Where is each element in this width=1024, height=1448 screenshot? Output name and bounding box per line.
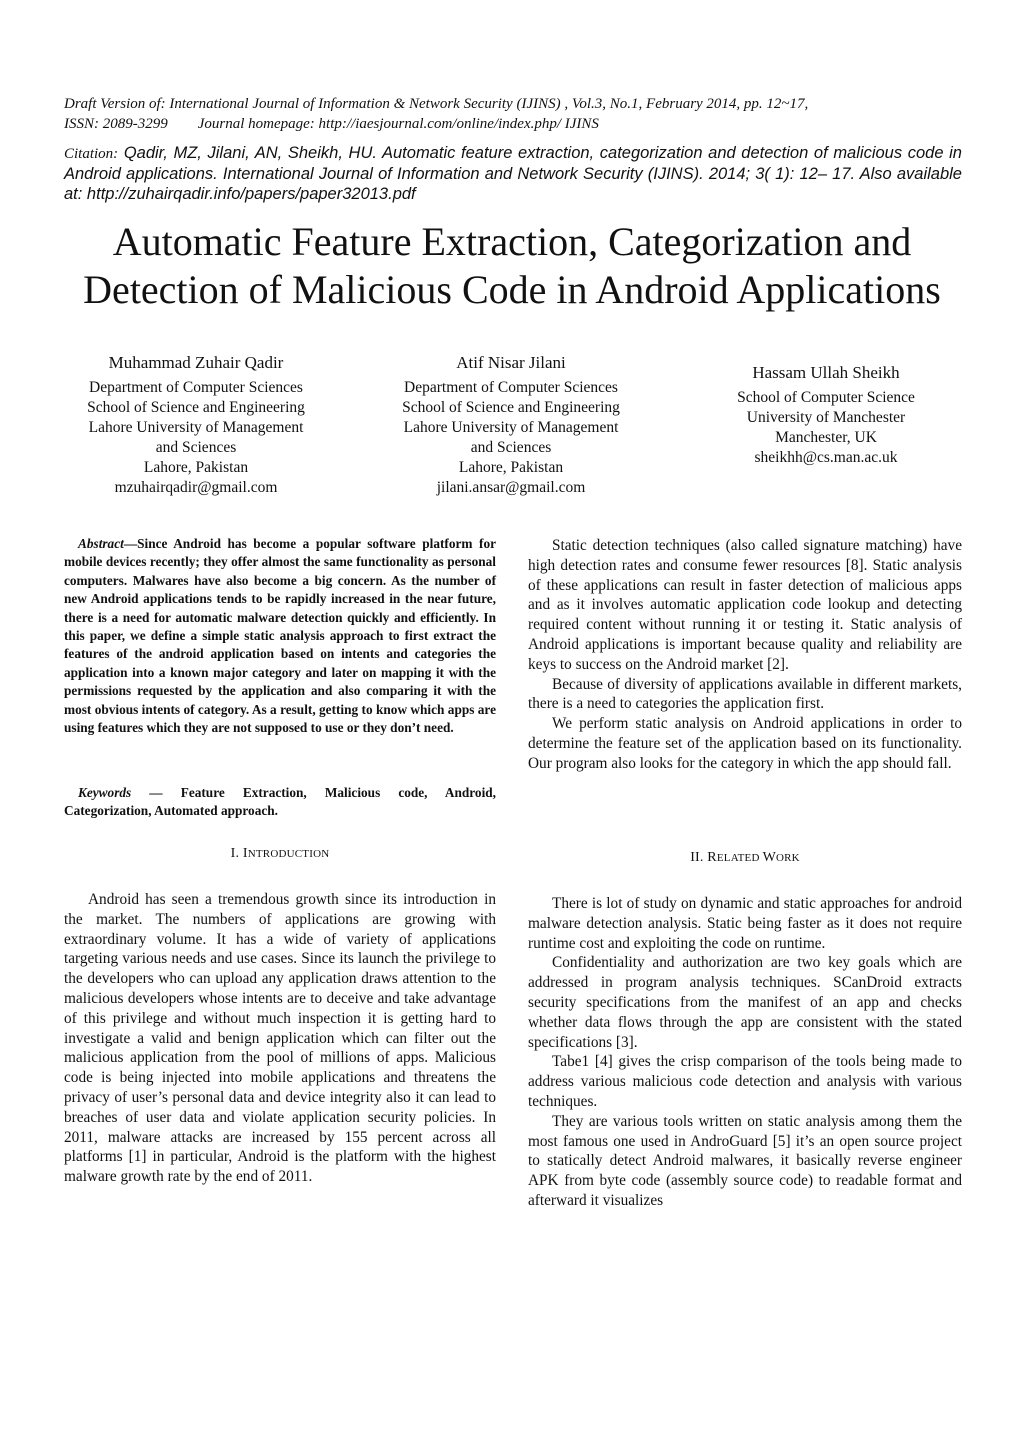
author-1 <box>56 352 336 498</box>
section-number: II. R <box>690 850 717 865</box>
section-title-part: ELATED <box>716 852 763 864</box>
paragraph: They are various tools written on static analysis among them the most famous one used in AndroGuard [5] it’s an open source project to statically detect Android malwares, it basically reverse engineer APK from byte code (assembly source code) to readable format and afterward it visualizes <box>528 1112 962 1209</box>
author-affiliation: Department of Computer Sciences <box>89 379 303 396</box>
introduction-body <box>64 890 496 1187</box>
section-title-part: W <box>762 850 776 865</box>
section-heading-related-work <box>528 850 962 866</box>
author-location: Lahore, Pakistan <box>458 459 564 476</box>
author-name: Hassam Ullah Sheikh <box>752 363 900 382</box>
author-affiliation: Lahore University of Management <box>88 419 304 436</box>
author-location: Lahore, Pakistan <box>143 459 249 476</box>
section-title: NTRODUCTION <box>247 848 330 860</box>
author-affiliation: School of Science and Engineering <box>87 399 305 416</box>
paragraph: There is lot of study on dynamic and static approaches for android malware detection analysis. Static being faster as it does not require runtime cost and exploiting the code on runtime. <box>528 895 962 952</box>
citation-block <box>64 143 962 204</box>
citation-text: Qadir, MZ, Jilani, AN, Sheikh, HU. Automatic feature extraction, categorization and detection of malicious code in Android applications. International Journal of Information and Network Security (IJINS). 2014; 3( 1): 12– 17. Also available at: http://zuhairqadir.info/papers/paper32013.pdf <box>64 144 962 203</box>
keywords-text: — Feature Extraction, Malicious code, Android, Categorization, Automated approach. <box>64 785 496 819</box>
author-email: mzuhairqadir@gmail.com <box>114 479 278 496</box>
abstract-label: Abstract <box>78 536 124 551</box>
author-2 <box>371 352 651 498</box>
citation-label: Citation: <box>64 146 119 162</box>
author-affiliation: University of Manchester <box>746 409 906 426</box>
author-affiliation: Department of Computer Sciences <box>404 379 618 396</box>
draft-version-line: Draft Version of: International Journal of Information & Network Security (IJINS) , Vol.3, No.1, February 2014, pp. 12~17, <box>64 96 809 112</box>
author-name: Atif Nisar Jilani <box>456 353 566 372</box>
paragraph: Because of diversity of applications available in different markets, there is a need to categories the application first. <box>528 675 962 713</box>
section-heading-introduction <box>64 846 496 862</box>
author-affiliation: School of Science and Engineering <box>402 399 620 416</box>
related-work-body <box>528 894 962 1211</box>
right-column-intro-continued <box>528 536 962 774</box>
author-location: Manchester, UK <box>775 429 877 446</box>
author-email: sheikhh@cs.man.ac.uk <box>754 449 898 466</box>
keywords-label: Keywords <box>78 785 132 800</box>
abstract-text: —Since Android has become a popular software platform for mobile devices recently; they offer almost the same functionality as personal computers. Malwares have also become a big concern. As the number of new Android applications tends to be rapidly increased in the near future, there is a need for automatic malware detection quickly and efficiently. In this paper, we define a simple static analysis approach to first extract the features of the android application based on intents and categories the application into a known major category and later on mapping it with the permissions requested by the application and also comparing it with the most obvious intents of category. As a result, getting to know which apps are using features which they are not supposed to use or they don’t need. <box>64 536 496 736</box>
paragraph: Confidentiality and authorization are two key goals which are addressed in program analysis techniques. SCanDroid extracts security specifications from the manifest of an app and checks whether data flows through the app are consistent with the stated specifications [3]. <box>528 954 962 1051</box>
abstract <box>64 535 496 737</box>
paragraph: Static detection techniques (also called signature matching) have high detection rates and consume fewer resources [8]. Static analysis of these applications can result in faster detection of malicious apps and as it involves automatic application code lookup and detecting required content without running it or testing it. Static analysis of Android applications is important because quality and reliability are keys to success on the Android market [2]. <box>528 537 962 673</box>
section-title-part: ORK <box>775 852 800 864</box>
journal-homepage: Journal homepage: http://iaesjournal.com/online/index.php/ IJINS <box>197 116 599 132</box>
paragraph: We perform static analysis on Android applications in order to determine the feature set of the application based on its functionality. Our program also looks for the category in which the app should fall. <box>528 715 962 772</box>
author-3 <box>686 362 966 468</box>
keywords <box>64 784 496 821</box>
section-number: I. I <box>230 846 248 861</box>
paragraph: Android has seen a tremendous growth since its introduction in the market. The numbers of applications are growing with extraordinary volume. It has a wide of variety of applications targeting various needs and use cases. Since its launch the privilege to the developers who can upload any application draws attention to the malicious developers whose intents are to deceive and take advantage of this privilege and without much inspection it is getting hard to investigate a valid and benign application which can filter out the malicious application from the pool of millions of apps. Malicious code is being injected into mobile applications and threatens the privacy of user’s personal data and device integrity also it can lead to breaches of user data and violate application security policies. In 2011, malware attacks are increased by 155 percent across all platforms [1] in particular, Android is the platform with the highest malware growth rate by the end of 2011. <box>64 891 496 1186</box>
issn: ISSN: 2089-3299 <box>64 116 168 132</box>
author-affiliation: and Sciences <box>470 439 552 456</box>
author-affiliation: and Sciences <box>155 439 237 456</box>
paper-title-line-1: Automatic Feature Extraction, Categorization and <box>112 219 912 264</box>
paragraph: Tabe1 [4] gives the crisp comparison of the tools being made to address various malicious code detection and analysis with various techniques. <box>528 1053 962 1110</box>
author-name: Muhammad Zuhair Qadir <box>108 353 284 372</box>
author-affiliation: Lahore University of Management <box>403 419 619 436</box>
author-affiliation: School of Computer Science <box>737 389 915 406</box>
author-email: jilani.ansar@gmail.com <box>436 479 586 496</box>
paper-title-line-2: Detection of Malicious Code in Android Applications <box>83 267 941 312</box>
issn-homepage-line <box>64 115 964 134</box>
